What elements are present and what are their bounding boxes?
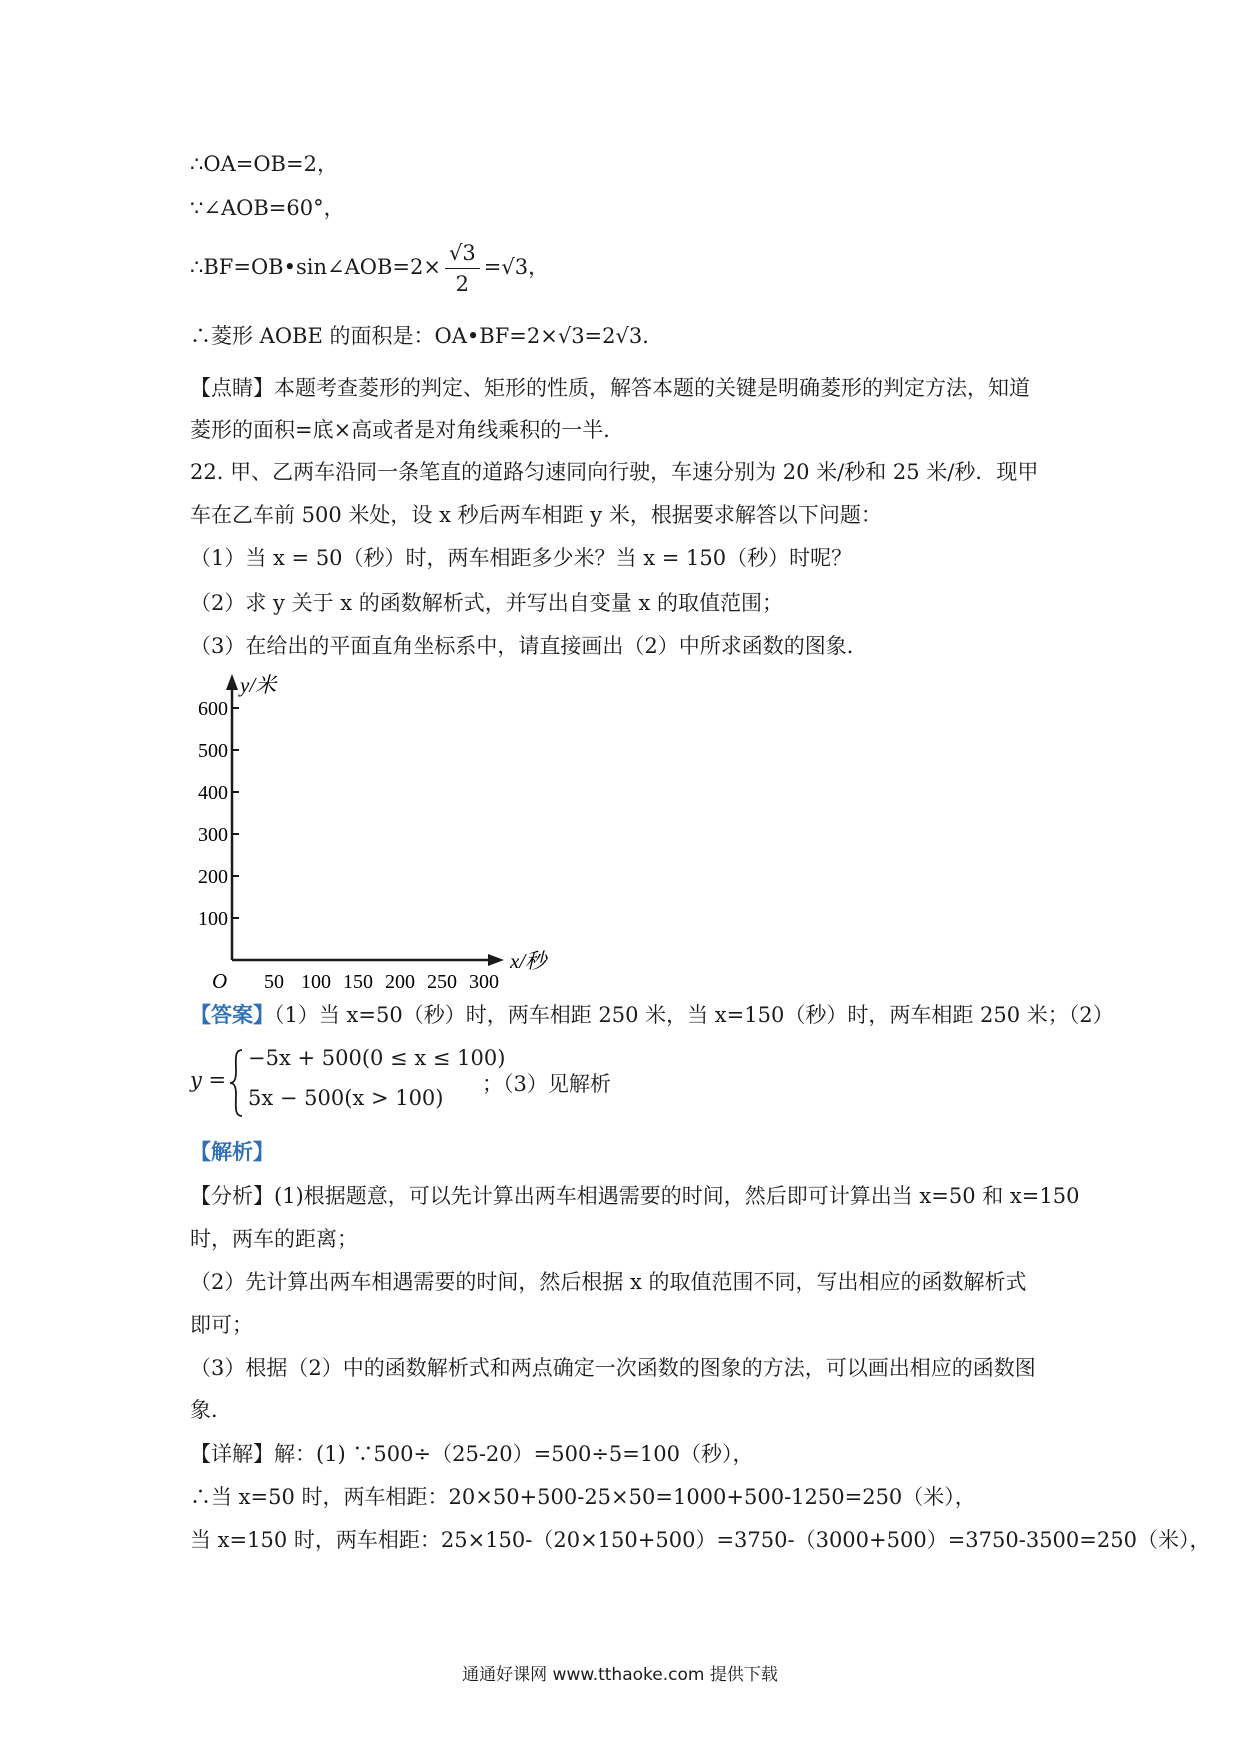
fenxi-line-5: （3）根据（2）中的函数解析式和两点确定一次函数的图象的方法，可以画出相应的函数图 <box>190 1356 1036 1380</box>
line-area: ∴菱形 AOBE 的面积是：OA•BF=2×√3=2√3． <box>190 324 664 348</box>
y-tick-label: 300 <box>198 824 228 846</box>
xiangjie-line-2: ∴当 x=50 时，两车相距：20×50+500-25×50=1000+500-1250=250（米）， <box>190 1485 976 1509</box>
answer-text: （1）当 x=50（秒）时，两车相距 250 米，当 x=150（秒）时，两车相距 250 米；（2） <box>274 1003 1114 1027</box>
line-oa-ob: ∴OA=OB=2， <box>190 152 338 176</box>
x-axis-label: x/秒 <box>510 949 547 973</box>
question-22-part-1: （1）当 x = 50（秒）时，两车相距多少米？当 x = 150（秒）时呢？ <box>190 546 853 570</box>
question-22-line-2: 车在乙车前 500 米处，设 x 秒后两车相距 y 米，根据要求解答以下问题： <box>190 503 882 527</box>
fenxi-line-1: 【分析】(1)根据题意，可以先计算出两车相遇需要的时间，然后即可计算出当 x=50 和 x=150 <box>190 1184 1080 1208</box>
xiangjie-line-3: 当 x=150 时，两车相距：25×150-（20×150+500）=3750-（3000+500）=3750-3500=250（米）， <box>190 1528 1211 1552</box>
y-axis-arrow <box>226 674 238 690</box>
x-tick-label: 200 <box>385 971 415 990</box>
origin-label: O <box>212 969 228 990</box>
line-angle-aob: ∵∠AOB=60°， <box>190 196 345 220</box>
jiexi-tag: 【解析】 <box>190 1139 274 1164</box>
footer-credit: 通通好课网 www.tthaoke.com 提供下载 <box>462 1665 778 1685</box>
answer-tag: 【答案】 <box>190 1002 274 1027</box>
y-tick-label: 400 <box>198 782 228 804</box>
left-brace <box>228 1048 244 1118</box>
x-tick-label: 250 <box>427 971 457 990</box>
frac-numerator: √3 <box>445 238 480 269</box>
x-tick-label: 50 <box>264 971 284 990</box>
xiangjie-line-1: 【详解】解：(1) ∵500÷（25-20）=500÷5=100（秒）， <box>190 1442 754 1466</box>
frac-denominator: 2 <box>455 272 470 296</box>
fenxi-line-4: 即可； <box>190 1313 253 1337</box>
bf-prefix: ∴BF=OB•sin∠AOB=2× <box>190 255 441 279</box>
x-axis-arrow <box>488 954 504 966</box>
question-22-part-3: （3）在给出的平面直角坐标系中，请直接画出（2）中所求函数的图象． <box>190 634 868 658</box>
bf-suffix: =√3， <box>483 255 550 279</box>
piece-2: 5x − 500(x > 100) <box>248 1086 444 1110</box>
sqrt3-over-2 <box>445 238 480 299</box>
y-tick-label: 500 <box>198 740 228 762</box>
piece-tail: ；（3）见解析 <box>482 1072 611 1096</box>
fenxi-line-2: 时，两车的距离； <box>190 1227 358 1251</box>
fenxi-line-3: （2）先计算出两车相遇需要的时间，然后根据 x 的取值范围不同，写出相应的函数解析式 <box>190 1270 1027 1294</box>
question-22-line-1: 22. 甲、乙两车沿同一条笔直的道路匀速同向行驶，车速分别为 20 米/秒和 25 米/秒．现甲 <box>190 460 1039 484</box>
line-dianjing-1: 【点睛】本题考查菱形的判定、矩形的性质，解答本题的关键是明确菱形的判定方法，知道 <box>190 376 1030 400</box>
line-bf <box>190 238 549 299</box>
y-tick-label: 100 <box>198 908 228 930</box>
y-tick-label: 600 <box>198 698 228 720</box>
question-22-part-2: （2）求 y 关于 x 的函数解析式，并写出自变量 x 的取值范围； <box>190 591 783 615</box>
piece-1: −5x + 500(0 ≤ x ≤ 100) <box>248 1046 506 1070</box>
y-tick-label: 200 <box>198 866 228 888</box>
x-tick-label: 150 <box>343 971 373 990</box>
piecewise-y: y = <box>190 1068 227 1092</box>
answer-line-1 <box>190 1000 1114 1030</box>
fenxi-line-6: 象． <box>190 1398 232 1422</box>
x-tick-label: 100 <box>301 971 331 990</box>
y-axis-label: y/米 <box>240 673 277 697</box>
x-tick-label: 300 <box>469 971 499 990</box>
line-dianjing-2: 菱形的面积=底×高或者是对角线乘积的一半． <box>190 418 625 442</box>
coordinate-axes <box>180 668 580 990</box>
